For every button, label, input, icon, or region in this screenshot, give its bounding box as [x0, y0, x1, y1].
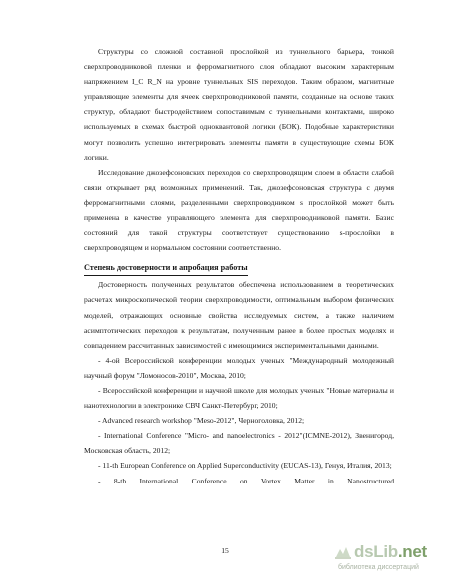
- page-body: [84, 44, 394, 483]
- conference-list-item: - Всероссийской конференции и научной школе для молодых ученых "Новые материалы и нанотехнологии в электронике СВЧ Санкт-Петербург, 2010;: [84, 385, 394, 411]
- dslib-logo-main: dsLib: [354, 542, 398, 561]
- dslib-logo-tld: .net: [397, 542, 427, 561]
- conference-list-item: - Advanced research workshop "Meso-2012", Черноголовка, 2012;: [98, 416, 305, 426]
- dslib-logo-text: [354, 542, 427, 562]
- conference-list-item: - 11-th European Conference on Applied Superconductivity (EUCAS-13), Генуя, Италия, 2013;: [98, 461, 392, 471]
- dslib-logo-icon: [334, 545, 352, 561]
- page-number: 15: [221, 546, 229, 555]
- dslib-subtitle: библиотека диссертаций: [338, 564, 419, 571]
- section-heading-wrap: [84, 255, 394, 277]
- paragraph-josephson-junctions: Исследование джозефсоновских переходов со сверхпроводящим слоем в области слабой связи открывает ряд возможных применений. Так, джозефсоновская структура с двумя ферромагнитными слоями, разделенными сверхпроводником s прослойкой может быть применена в качестве управляющего элемента для сверхпроводниковой памяти. Базис состояний для такой структуры соответствует существованию s-прослойки в сверхпроводящем и нормальном состоянии соответственно.: [84, 167, 394, 253]
- conference-list-item: - International Conference "Micro- and nanoelectronics - 2012"(ICMNE-2012), Звенигород, Московская область, 2012;: [84, 431, 394, 456]
- cut-off-line-wrap: [84, 474, 394, 483]
- conference-list-item: - 4-ой Всероссийской конференции молодых ученых "Международный молодежный научный форум "Ломоносов-2010", Москва, 2010;: [84, 355, 394, 380]
- conference-list-item: - 8-th International Conference on Vortex Matter in Nanostructured: [98, 476, 394, 483]
- section-heading: Степень достоверности и апробация работы: [84, 261, 248, 276]
- paragraph-reliability: Достоверность полученных результатов обеспечена использованием в теоретических расчетах микроскопической теории сверхпроводимости, оптимальным выбором физических моделей, отражающих основные свойства исследуемых систем, а также наличием асимптотических переходов к результатам, полученным ранее в более простых моделях и совпадением рассчитанных зависимостей с имеющимися экспериментальными данными.: [84, 280, 394, 350]
- dslib-watermark: [332, 542, 442, 576]
- paragraph-superconducting-memory: Структуры со сложной составной прослойкой из туннельного барьера, тонкой сверхпроводниковой пленки и ферромагнитного слоя обладают высоким характерным напряжением I_C R_N на уровне туннельных SIS переходов. Таким образом, магнитные управляющие элементы для ячеек сверхпроводниковой памяти, созданные на основе таких структур, обладают быстродействием сопоставимым с туннельными контактами, широко используемых в схемах быстрой одноквантовой логики (БОК). Подобные характеристики могут позволить успешно интегрировать элементы памяти в существующие схемы БОК логики.: [84, 47, 394, 162]
